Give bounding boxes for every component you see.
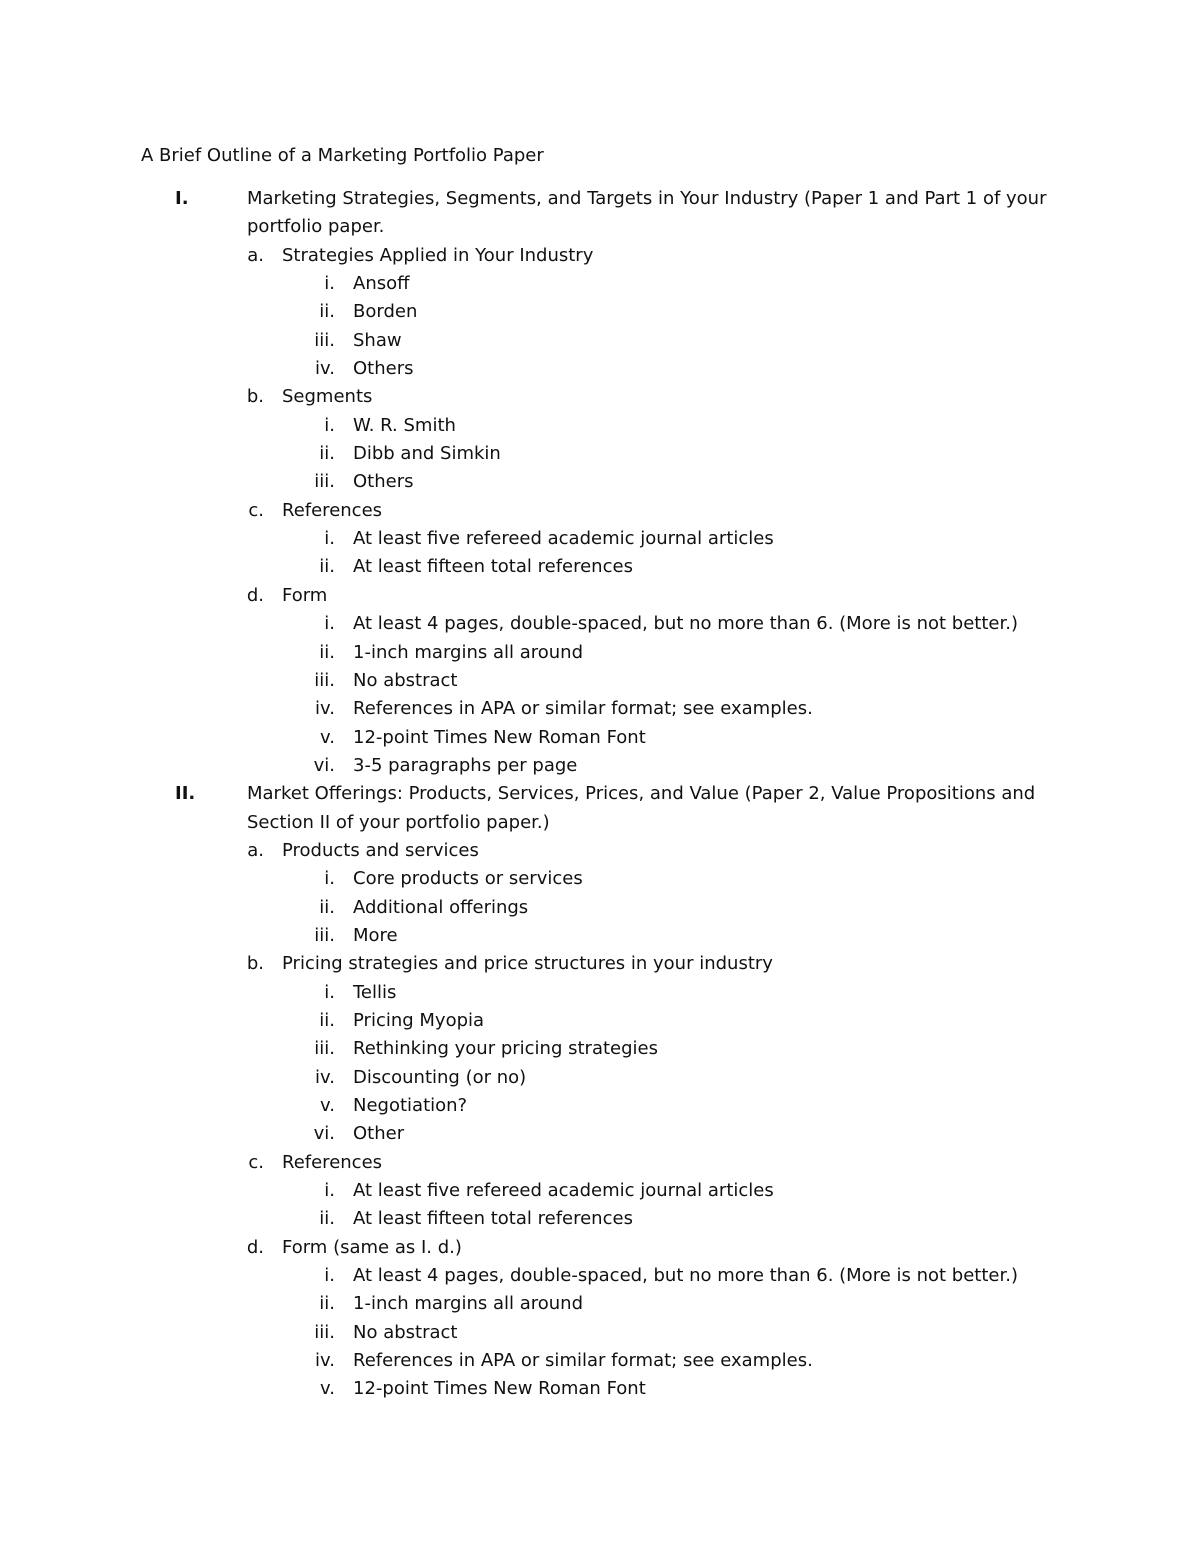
outline-marker: vi.	[313, 1123, 335, 1145]
outline-item	[0, 355, 1200, 383]
outline-item	[0, 1007, 1200, 1035]
outline-item	[0, 327, 1200, 355]
outline-subsection	[0, 950, 1200, 978]
outline-item	[0, 1262, 1200, 1290]
outline-item	[0, 1035, 1200, 1063]
outline-marker: v.	[320, 726, 335, 748]
outline-text: References in APA or similar format; see examples.	[353, 698, 813, 720]
outline-item	[0, 610, 1200, 638]
outline-marker: ii.	[319, 301, 335, 323]
outline-text: No abstract	[353, 669, 458, 691]
outline-marker: ii.	[319, 1293, 335, 1315]
outline-text: 1-inch margins all around	[353, 1293, 584, 1315]
outline-marker: iii.	[314, 1321, 335, 1343]
outline-marker: I.	[175, 188, 189, 209]
outline-marker: i.	[324, 528, 335, 550]
outline-marker: iv.	[315, 698, 335, 720]
outline-item	[0, 412, 1200, 440]
outline-marker: a.	[247, 244, 264, 266]
outline-text: Form (same as I. d.)	[282, 1236, 462, 1258]
document-title: A Brief Outline of a Marketing Portfolio Paper	[141, 145, 544, 166]
outline-text: At least 4 pages, double-spaced, but no more than 6. (More is not better.)	[353, 613, 1018, 635]
outline-text: 3-5 paragraphs per page	[353, 754, 578, 776]
outline-item	[0, 468, 1200, 496]
outline-text: Ansoff	[353, 273, 410, 295]
outline-subsection	[0, 497, 1200, 525]
outline-marker: ii.	[319, 556, 335, 578]
outline-marker: d.	[246, 584, 264, 606]
outline-marker: i.	[324, 981, 335, 1003]
outline-text: At least 4 pages, double-spaced, but no more than 6. (More is not better.)	[353, 1265, 1018, 1287]
outline-marker: iii.	[314, 1038, 335, 1060]
outline-item	[0, 1205, 1200, 1233]
outline-marker: a.	[247, 839, 264, 861]
outline-marker: i.	[324, 1265, 335, 1287]
outline-text: Negotiation?	[353, 1095, 468, 1116]
outline-item	[0, 440, 1200, 468]
outline-text: More	[353, 924, 398, 946]
outline-text: Borden	[353, 301, 418, 323]
outline-text: Other	[353, 1123, 405, 1145]
outline-marker: iv.	[315, 1066, 335, 1088]
outline-marker: i.	[324, 414, 335, 436]
outline-marker: v.	[320, 1378, 335, 1400]
outline-text: References	[282, 499, 383, 521]
outline-item	[0, 525, 1200, 553]
outline-marker: iii.	[314, 471, 335, 493]
outline-list	[0, 185, 1200, 1404]
outline-text: At least fifteen total references	[353, 1208, 633, 1230]
outline-text: Segments	[282, 386, 373, 408]
outline-text: Section II of your portfolio paper.)	[247, 811, 550, 833]
outline-marker: i.	[324, 868, 335, 890]
outline-text: Dibb and Simkin	[353, 443, 501, 465]
outline-text: Pricing strategies and price structures in your industry	[282, 953, 773, 975]
outline-text: Additional offerings	[353, 896, 529, 918]
outline-text: 12-point Times New Roman Font	[353, 1378, 646, 1400]
outline-item	[0, 553, 1200, 581]
outline-text: Rethinking your pricing strategies	[353, 1038, 658, 1060]
outline-item	[0, 1092, 1200, 1120]
outline-marker: i.	[324, 273, 335, 295]
outline-item	[0, 1177, 1200, 1205]
outline-marker: b.	[246, 953, 264, 975]
outline-text: 12-point Times New Roman Font	[353, 726, 646, 748]
outline-marker: ii.	[319, 443, 335, 465]
outline-item	[0, 1319, 1200, 1347]
outline-marker: iii.	[314, 329, 335, 351]
outline-continuation	[0, 809, 1200, 837]
outline-marker: ii.	[319, 641, 335, 663]
outline-item	[0, 1347, 1200, 1375]
outline-item	[0, 695, 1200, 723]
outline-item	[0, 667, 1200, 695]
outline-text: 1-inch margins all around	[353, 641, 584, 663]
outline-item	[0, 270, 1200, 298]
outline-marker: vi.	[313, 754, 335, 776]
outline-marker: iv.	[315, 358, 335, 380]
outline-item	[0, 979, 1200, 1007]
outline-marker: iii.	[314, 924, 335, 946]
outline-text: Others	[353, 358, 414, 380]
outline-item	[0, 724, 1200, 752]
outline-item	[0, 922, 1200, 950]
outline-text: Shaw	[353, 329, 402, 351]
outline-item	[0, 865, 1200, 893]
outline-marker: d.	[246, 1236, 264, 1258]
outline-marker: ii.	[319, 896, 335, 918]
outline-item	[0, 894, 1200, 922]
outline-text: Market Offerings: Products, Services, Prices, and Value (Paper 2, Value Propositions and	[247, 783, 1036, 805]
outline-item	[0, 298, 1200, 326]
outline-text: Core products or services	[353, 868, 583, 890]
outline-text: Strategies Applied in Your Industry	[282, 244, 594, 266]
outline-section	[0, 780, 1200, 808]
outline-marker: II.	[175, 783, 196, 805]
outline-marker: ii.	[319, 1009, 335, 1031]
outline-marker: c.	[248, 499, 264, 521]
outline-text: References	[282, 1151, 383, 1173]
outline-marker: ii.	[319, 1208, 335, 1230]
outline-item	[0, 1064, 1200, 1092]
outline-text: At least fifteen total references	[353, 556, 633, 578]
outline-marker: iv.	[315, 1350, 335, 1372]
outline-marker: v.	[320, 1095, 335, 1116]
outline-item	[0, 1375, 1200, 1403]
outline-text: Marketing Strategies, Segments, and Targets in Your Industry (Paper 1 and Part 1 of your	[247, 188, 1047, 209]
outline-section	[0, 185, 1200, 213]
outline-text: Form	[282, 584, 328, 606]
outline-text: References in APA or similar format; see examples.	[353, 1350, 813, 1372]
outline-marker: iii.	[314, 669, 335, 691]
outline-subsection	[0, 242, 1200, 270]
outline-subsection	[0, 1149, 1200, 1177]
outline-text: At least five refereed academic journal articles	[353, 528, 774, 550]
outline-text: portfolio paper.	[247, 216, 385, 238]
outline-subsection	[0, 582, 1200, 610]
outline-text: Discounting (or no)	[353, 1066, 527, 1088]
outline-text: No abstract	[353, 1321, 458, 1343]
outline-item	[0, 1120, 1200, 1148]
outline-text: Products and services	[282, 839, 479, 861]
outline-continuation	[0, 213, 1200, 241]
outline-marker: c.	[248, 1151, 264, 1173]
outline-subsection	[0, 1234, 1200, 1262]
outline-text: Tellis	[353, 981, 397, 1003]
outline-subsection	[0, 383, 1200, 411]
outline-marker: i.	[324, 1180, 335, 1202]
outline-subsection	[0, 837, 1200, 865]
outline-item	[0, 639, 1200, 667]
outline-text: Others	[353, 471, 414, 493]
outline-marker: i.	[324, 613, 335, 635]
outline-text: Pricing Myopia	[353, 1009, 485, 1031]
outline-item	[0, 752, 1200, 780]
outline-item	[0, 1290, 1200, 1318]
outline-text: At least five refereed academic journal articles	[353, 1180, 774, 1202]
outline-marker: b.	[246, 386, 264, 408]
outline-text: W. R. Smith	[353, 414, 456, 436]
